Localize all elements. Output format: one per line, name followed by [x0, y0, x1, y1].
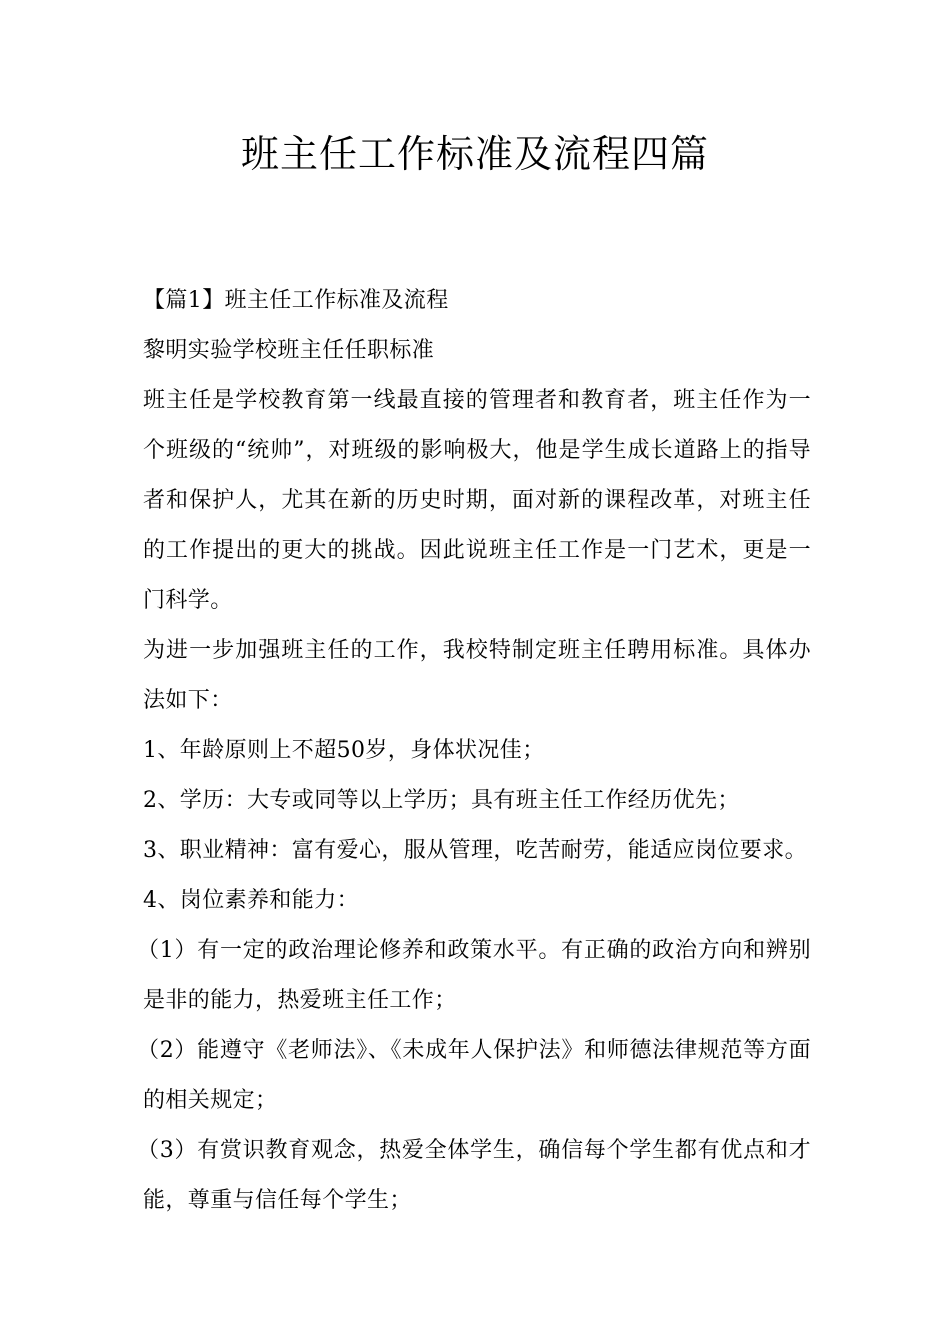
lead-paragraph: 为进一步加强班主任的工作，我校特制定班主任聘用标准。具体办法如下：: [143, 638, 811, 713]
section-heading: 【篇1】班主任工作标准及流程: [143, 288, 449, 313]
list-item-3: 3、职业精神：富有爱心，服从管理，吃苦耐劳，能适应岗位要求。: [143, 838, 807, 863]
list-item-4: 4、岗位素养和能力：: [143, 888, 359, 913]
sub-item-3: （3）有赏识教育观念，热爱全体学生，确信每个学生都有优点和才能，尊重与信任每个学生；: [137, 1138, 811, 1213]
document-subtitle: 黎明实验学校班主任任职标准: [143, 338, 435, 363]
list-item-2: 2、学历：大专或同等以上学历；具有班主任工作经历优先；: [143, 788, 740, 813]
document-body: [137, 276, 811, 1226]
sub-item-1: （1）有一定的政治理论修养和政策水平。有正确的政治方向和辨别是非的能力，热爱班主任工作；: [137, 938, 811, 1013]
document-title: 班主任工作标准及流程四篇: [240, 132, 709, 176]
intro-paragraph: 班主任是学校教育第一线最直接的管理者和教育者，班主任作为一个班级的“统帅”，对班级的影响极大，他是学生成长道路上的指导者和保护人，尤其在新的历史时期，面对新的课程改革，对班主任的工作提出的更大的挑战。因此说班主任工作是一门艺术，更是一门科学。: [143, 388, 811, 613]
list-item-1: 1、年龄原则上不超50岁，身体状况佳；: [143, 738, 545, 763]
sub-item-2: （2）能遵守《老师法》、《未成年人保护法》和师德法律规范等方面的相关规定；: [137, 1038, 811, 1113]
